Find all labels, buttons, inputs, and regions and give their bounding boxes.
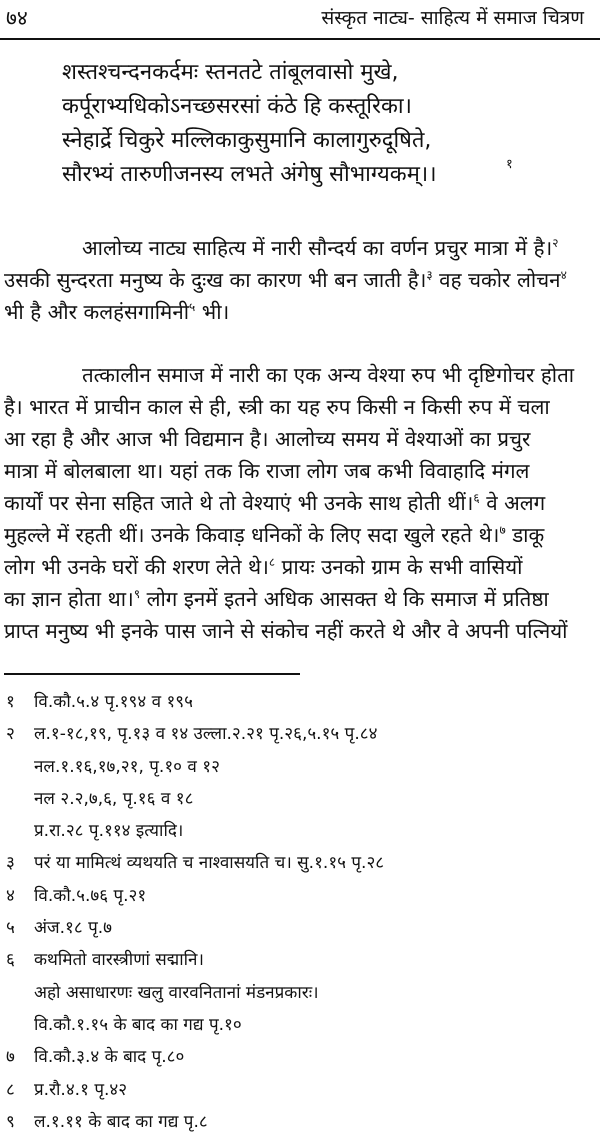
footnote-number: ९ xyxy=(6,1111,15,1132)
footnote-row xyxy=(6,1074,596,1106)
line-text: लोग भी उनके घरों की शरण लेते थे। xyxy=(4,555,269,579)
footnote-row xyxy=(6,847,596,879)
verse-line: स्नेहार्द्रे चिकुरे मल्लिकाकुसुमानि कालागुरुदूषिते, xyxy=(62,128,432,153)
paragraph-line: है। भारत में प्राचीन काल से ही, स्त्री का यह रुप किसी न किसी रुप में चला xyxy=(4,395,550,419)
footnote-mark: ८ xyxy=(268,555,276,569)
footnote-text: अंज.१८ पृ.७ xyxy=(34,918,112,939)
line-text: का ज्ञान होता था। xyxy=(4,587,134,611)
line-text: भी है और कलहंसगामिनी xyxy=(4,300,190,324)
line-text: कार्यों पर सेना सहित जाते थे तो वेश्याएं भी उनके साथ होती थीं। xyxy=(4,491,474,515)
footnote-row xyxy=(6,783,596,815)
paragraph-line: प्राप्त मनुष्य भी इनके पास जाने से संकोच नहीं करते थे और वे अपनी पत्नियों xyxy=(4,619,568,643)
footnote-text: नल २.२,७,६, पृ.१६ व १८ xyxy=(34,788,194,809)
footnote-number: ७ xyxy=(6,1047,15,1068)
footnote-number: ४ xyxy=(6,885,15,906)
footnote-number: ३ xyxy=(6,853,15,874)
paragraph-line xyxy=(4,487,596,519)
line-text: आलोच्य नाट्य साहित्य में नारी सौन्दर्य का वर्णन प्रचुर मात्रा में है। xyxy=(82,236,553,260)
paragraph-line xyxy=(4,232,596,264)
line-text: वे अलग xyxy=(479,491,546,515)
verse-line: सौरभ्यं तारुणीजनस्य लभते अंगेषु सौभाग्यकम्।। xyxy=(62,162,437,187)
paragraph-line xyxy=(4,551,596,583)
footnote-mark: २ xyxy=(552,236,559,250)
footnote-row xyxy=(6,1009,596,1041)
footnote-text: वि.कौ.१.१५ के बाद का गद्य पृ.१० xyxy=(34,1014,242,1035)
footnote-row xyxy=(6,944,596,976)
footnote-row xyxy=(6,1106,596,1138)
paragraph-line: मात्रा में बोलबाला था। यहां तक कि राजा लोग जब कभी विवाहादि मंगल xyxy=(4,459,530,483)
line-text: प्रायः उनको ग्राम के सभी वासियों xyxy=(275,555,523,579)
footnote-row xyxy=(6,880,596,912)
paragraph-line: आ रहा है और आज भी विद्यमान है। आलोच्य समय में वेश्याओं का प्रचुर xyxy=(4,427,531,451)
footnote-mark: ९ xyxy=(133,587,141,601)
footnote-mark: १ xyxy=(506,157,513,172)
footnote-mark: ५ xyxy=(189,300,196,314)
paragraph-line: तत्कालीन समाज में नारी का एक अन्य वेश्या रुप भी दृष्टिगोचर होता xyxy=(82,363,575,387)
footnote-text: नल.१.१६,१७,२१, पृ.१० व १२ xyxy=(34,756,220,777)
header-rule xyxy=(0,38,600,40)
paragraph-beauty xyxy=(4,232,596,328)
footnote-row xyxy=(6,751,596,783)
line-text: उसकी सुन्दरता मनुष्य के दुःख का कारण भी बन जाती है। xyxy=(4,268,427,292)
footnote-number: १ xyxy=(6,692,15,712)
footnote-number: ६ xyxy=(6,950,15,971)
footnote-row xyxy=(6,686,596,718)
footnote-text: प्र.रौ.४.१ पृ.४२ xyxy=(34,1079,128,1100)
footnote-row xyxy=(6,912,596,944)
line-text: लोग इनमें इतने अधिक आसक्त थे कि समाज में प्रतिष्ठा xyxy=(140,587,549,611)
footnote-text: प्र.रा.२८ पृ.११४ इत्यादि। xyxy=(34,821,184,842)
verse-line: कर्पूराभ्यधिकोऽनच्छसरसां कंठे हि कस्तूरिका। xyxy=(62,94,412,119)
footnote-text: वि.कौ.५.४ पृ.१९४ व १९५ xyxy=(34,692,193,712)
footnote-text: कथमितो वारस्त्रीणां सद्मानि। xyxy=(34,950,204,971)
line-text: भी। xyxy=(195,300,230,324)
footnote-number: २ xyxy=(6,724,15,745)
footnote-mark: ७ xyxy=(499,523,506,537)
paragraph-line xyxy=(4,519,596,551)
footnote-number: ८ xyxy=(6,1079,15,1100)
footnote-mark: ६ xyxy=(473,491,480,505)
footnote-mark: ४ xyxy=(560,268,567,282)
line-text: वह चकोर लोचन xyxy=(432,268,561,292)
footnote-text: ल.१.११ के बाद का गद्य पृ.८ xyxy=(34,1111,208,1132)
line-text: डाकू xyxy=(505,523,545,547)
footnote-text: ल.१-१८,१९, पृ.१३ व १४ उल्ला.२.२१ पृ.२६,५.१५ पृ.८४ xyxy=(34,724,378,745)
footnote-number: ५ xyxy=(6,918,15,939)
paragraph-line xyxy=(4,583,596,615)
footnote-rule xyxy=(4,673,300,675)
footnote-row xyxy=(6,977,596,1009)
footnote-row xyxy=(6,1041,596,1073)
footnote-row xyxy=(6,815,596,847)
page-number: ७४ xyxy=(6,6,28,30)
footnote-text: वि.कौ.५.७६ पृ.२१ xyxy=(34,885,147,906)
verse-line: शस्तश्चन्दनकर्दमः स्तनतटे तांबूलवासो मुखे, xyxy=(62,60,399,85)
paragraph-courtesans xyxy=(4,359,596,647)
footnotes xyxy=(6,686,596,1138)
footnote-mark: ३ xyxy=(426,268,433,282)
footnote-row xyxy=(6,718,596,750)
line-text: मुहल्ले में रहती थीं। उनके किवाड़ धनिकों के लिए सदा खुले रहते थे। xyxy=(4,523,500,547)
sanskrit-verse xyxy=(62,56,582,192)
footnote-text: अहो असाधारणः खलु वारवनितानां मंडनप्रकारः। xyxy=(34,982,319,1003)
paragraph-line xyxy=(4,296,596,328)
running-title: संस्कृत नाट्य- साहित्य में समाज चित्रण xyxy=(321,7,584,29)
paragraph-line xyxy=(4,264,596,296)
footnote-text: वि.कौ.३.४ के बाद पृ.८० xyxy=(34,1047,185,1068)
footnote-text: परं या मामित्थं व्यथयति च नाश्वासयति च। सु.१.१५ पृ.२८ xyxy=(34,853,385,874)
